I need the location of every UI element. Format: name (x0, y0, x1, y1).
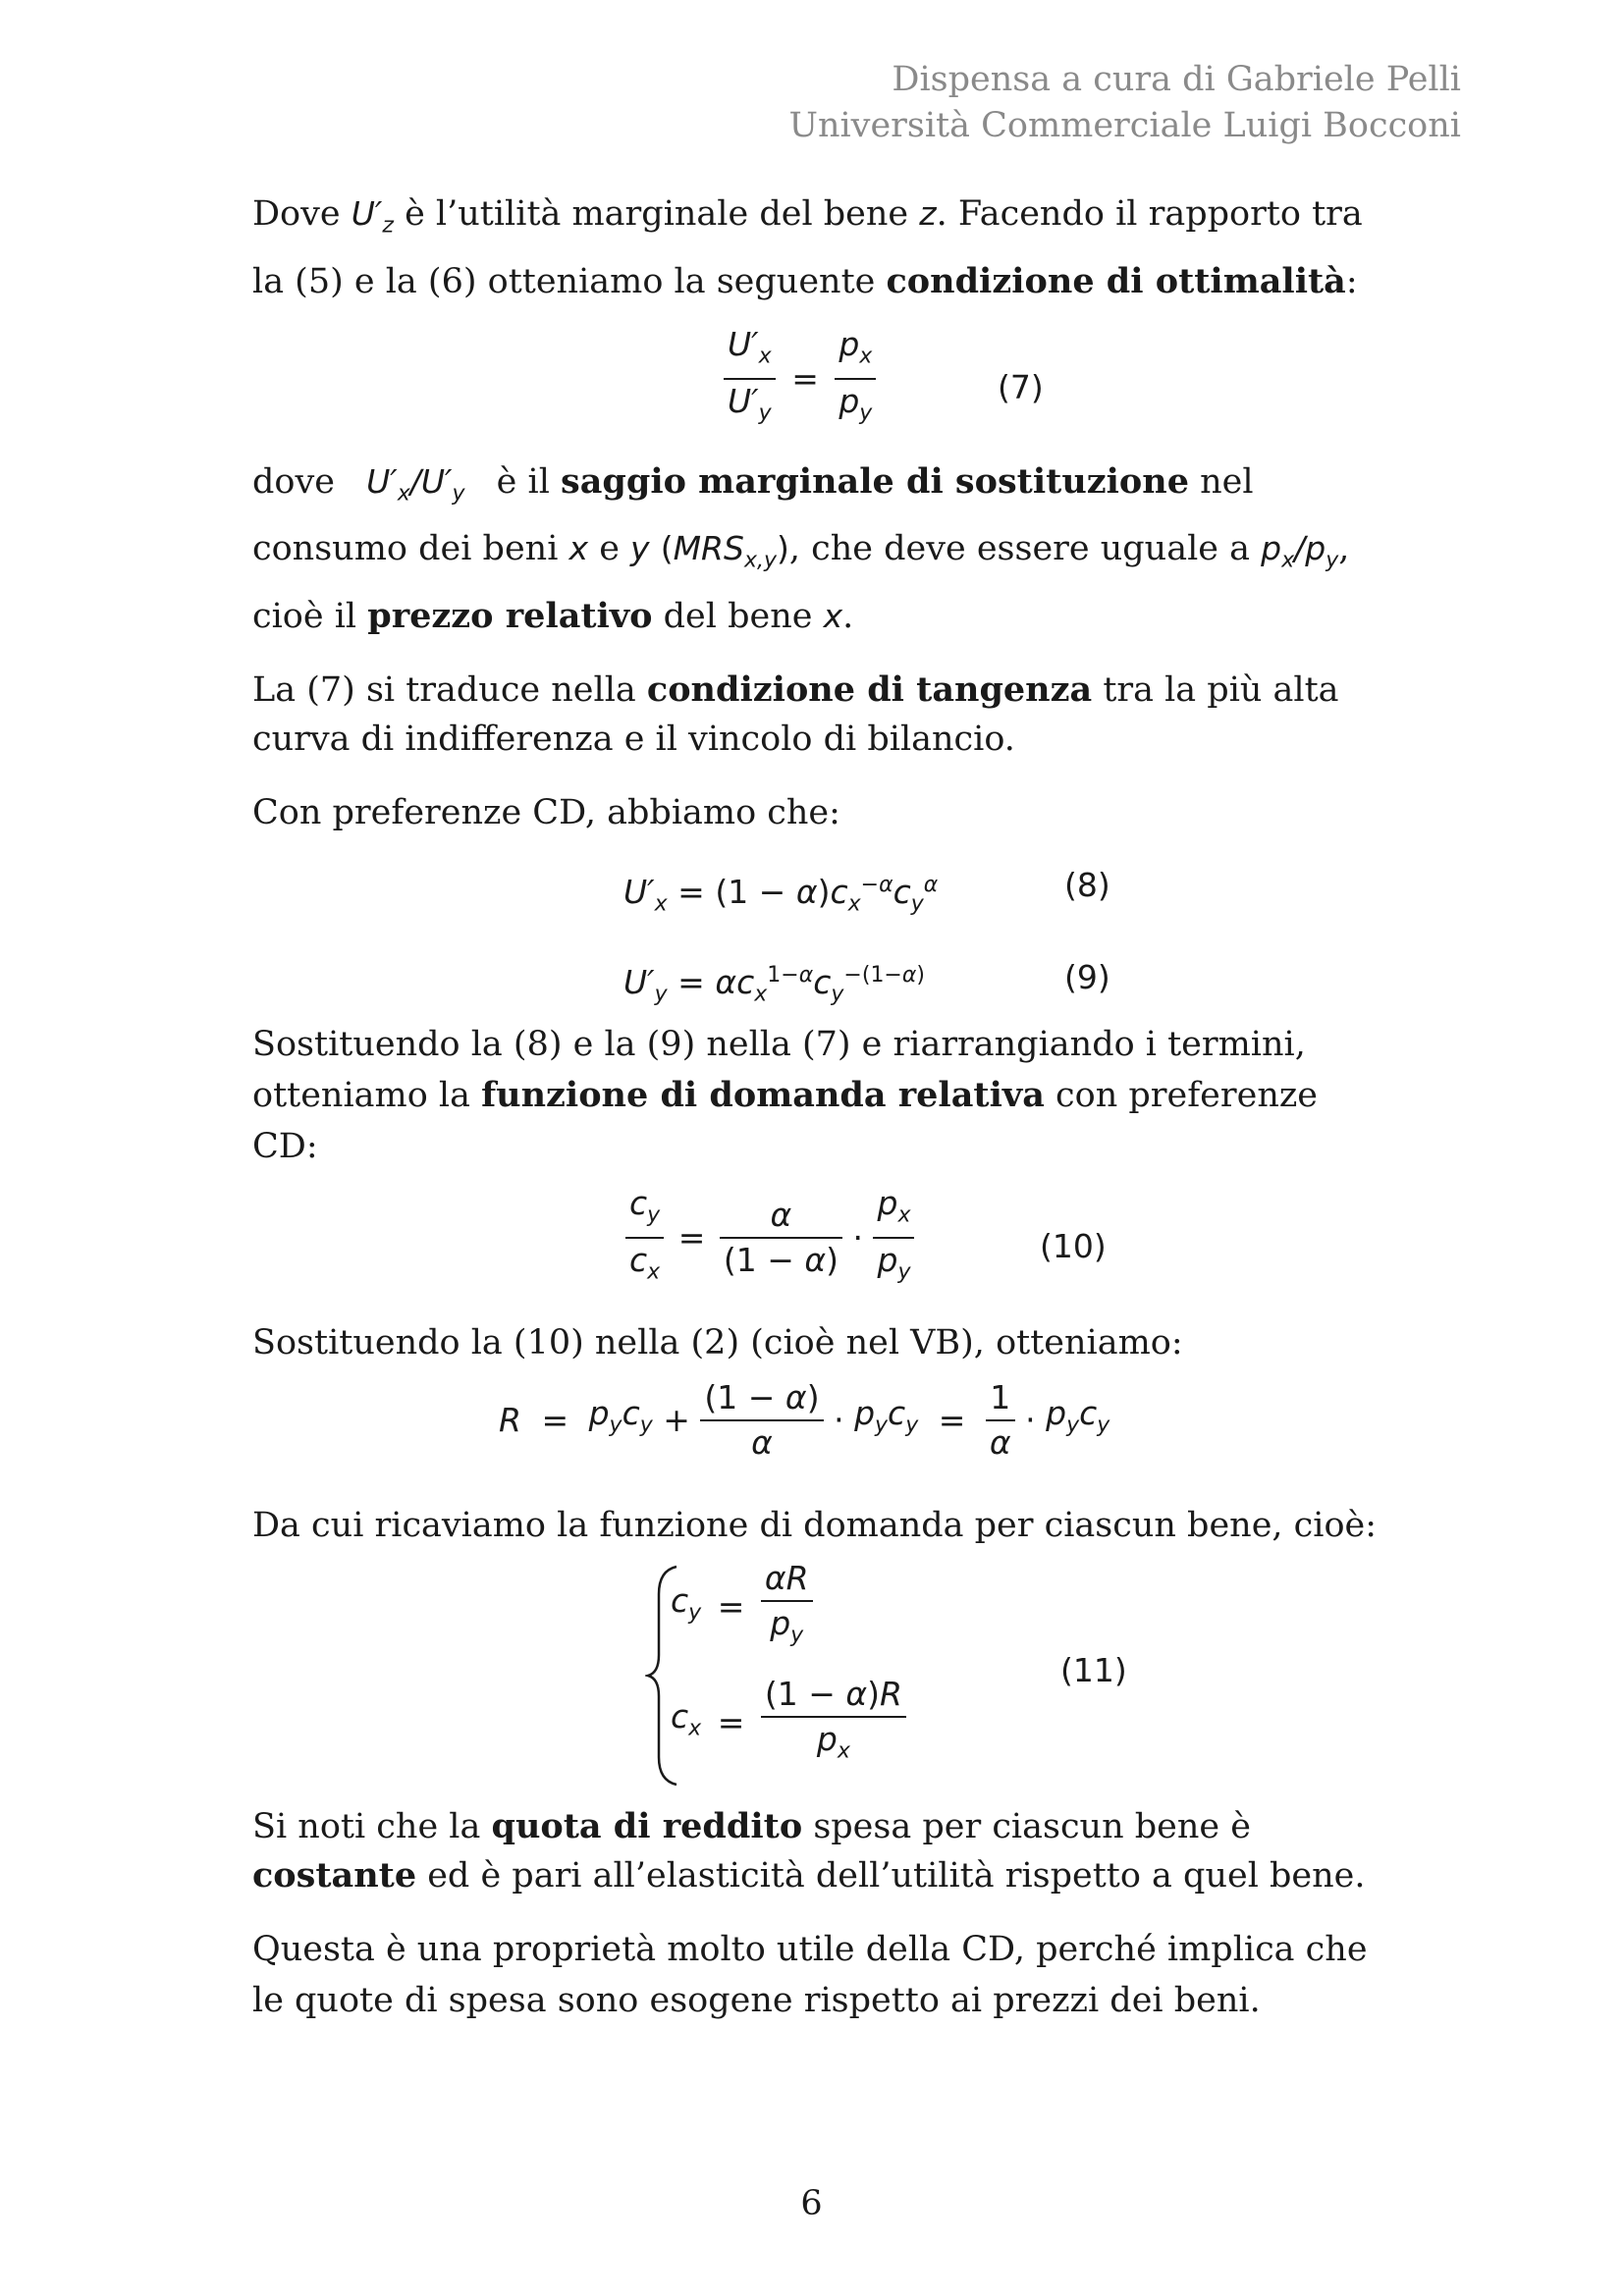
document-body (252, 187, 1391, 2026)
paragraph-9: Questa è una proprietà molto utile della CD, perché implica che le quote di spesa sono esogene rispetto ai prezzi dei beni. (252, 1929, 1368, 2020)
paragraph-1: Dove $U'_z$ è l’utilità marginale del bene z. Facendo il rapporto tra la (5) e la (6) otteniamo la seguente condizione di ottimalità: (252, 194, 1363, 301)
paragraph-8: Si noti che la quota di reddito spesa per ciascun bene è costante ed è pari all’elasticità dell’utilità rispetto a quel bene. (252, 1805, 1366, 1896)
equation-10: $\frac{c_y}{c_x}$ = $\frac{\alpha}{(1 - \alpha)}$ · $\frac{p_x}{p_y}$ (10) (252, 1176, 1391, 1304)
paragraph-3: La (7) si traduce nella condizione di tangenza tra la più alta curva di indifferenza e il vincolo di bilancio. (252, 668, 1339, 759)
equation-9: $U'_y = \alpha c_x^{1-\alpha}c_y^{-(1-\alpha)}$ (623, 962, 925, 1007)
equation-10-label: (10) (1040, 1226, 1107, 1265)
equation-8: $U'_x = (1 - \alpha)c_x^{-\alpha}c_y^\alpha$ (623, 872, 939, 917)
header-line-2: Università Commerciale Luigi Bocconi (788, 106, 1461, 145)
paragraph-2: dove $U'_x/U'_y$ è il saggio marginale di sostituzione nel consumo dei beni x e y $(MRS_{x,y})$, che deve essere uguale a $p_x/p_y$, cioè il prezzo relativo del bene x. (252, 460, 1350, 636)
header-line-1: Dispensa a cura di Gabriele Pelli (892, 60, 1461, 99)
equation-8-label: (8) (1064, 865, 1110, 904)
page-header (788, 57, 1461, 149)
paragraph-5: Sostituendo la (8) e la (9) nella (7) e riarrangiando i termini, otteniamo la funzione di domanda relativa con preferenze CD: (252, 1024, 1319, 1166)
equation-11: $c_y$ = $\frac{\alpha R}{p_y}$ $c_x$ = $\frac{(1 - \alpha)R}{p_x}$ (11) (252, 1557, 1391, 1789)
equation-11-label: (11) (1060, 1650, 1127, 1689)
paragraph-7: Da cui ricaviamo la funzione di domanda per ciascun bene, cioè: (252, 1505, 1378, 1545)
equation-9-label: (9) (1064, 957, 1110, 996)
page-number: 6 (800, 2184, 823, 2223)
paragraph-6: Sostituendo la (10) nella (2) (cioè nel VB), otteniamo: (252, 1322, 1183, 1362)
equation-7-label: (7) (998, 367, 1044, 406)
equation-8-9 (252, 840, 1391, 1017)
equation-7: $\frac{U'_x}{U'_y}$ = $\frac{p_x}{p_y}$ (7) (252, 319, 1391, 445)
equation-budget: $R = p_yc_y$ + $\frac{(1 - \alpha)}{\alpha}$ · $p_yc_y$ = $\frac{1}{\alpha}$ · $p_yc_y$ (499, 1377, 1110, 1462)
paragraph-4: Con preferenze CD, abbiamo che: (252, 792, 840, 832)
